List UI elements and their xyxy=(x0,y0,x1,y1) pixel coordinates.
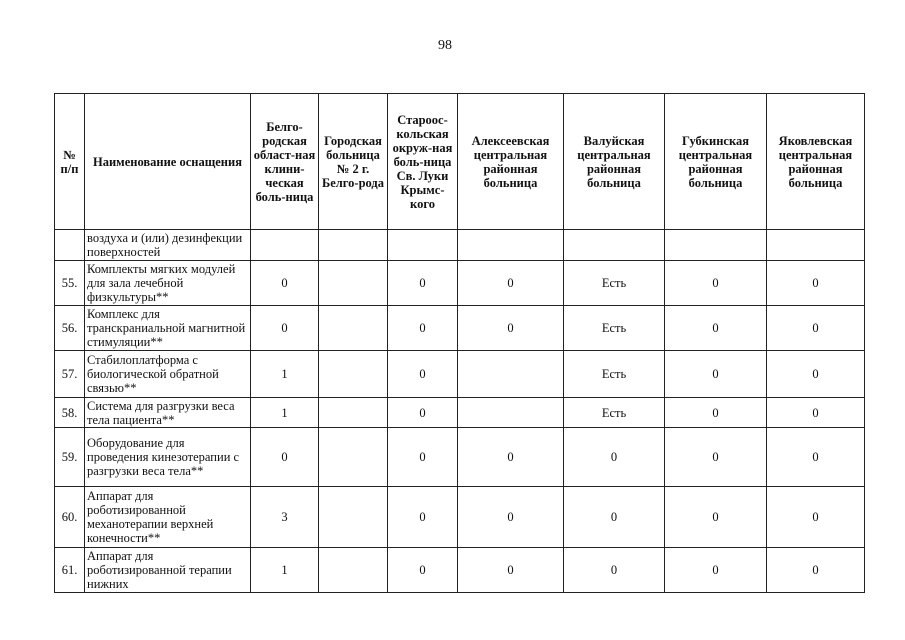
cell-c7: 0 xyxy=(767,351,865,398)
cell-c6: 0 xyxy=(665,487,767,548)
cell-c1 xyxy=(251,230,319,261)
cell-c4: 0 xyxy=(458,261,564,306)
row-name: воздуха и (или) дезинфекции поверхностей xyxy=(85,230,251,261)
table-row xyxy=(55,261,865,306)
cell-c2 xyxy=(319,230,388,261)
cell-c2 xyxy=(319,548,388,593)
table-row xyxy=(55,351,865,398)
cell-c7: 0 xyxy=(767,398,865,428)
table-row xyxy=(55,230,865,261)
cell-c7 xyxy=(767,230,865,261)
cell-c5 xyxy=(564,230,665,261)
cell-c6: 0 xyxy=(665,351,767,398)
header-gubkin: Губкинская центральная районная больница xyxy=(665,94,767,230)
cell-c7: 0 xyxy=(767,428,865,487)
cell-c5: Есть xyxy=(564,351,665,398)
table-row xyxy=(55,548,865,593)
cell-c3: 0 xyxy=(388,487,458,548)
page-number: 98 xyxy=(438,38,452,53)
row-name: Комплекс для транскраниальной магнитной стимуляции** xyxy=(85,306,251,351)
cell-c2 xyxy=(319,398,388,428)
header-yakovlevo: Яковлевская центральная районная больница xyxy=(767,94,865,230)
header-num: № п/п xyxy=(55,94,85,230)
header-name: Наименование оснащения xyxy=(85,94,251,230)
row-name: Аппарат для роботизированной механотерапии верхней конечности** xyxy=(85,487,251,548)
table-row xyxy=(55,306,865,351)
header-valuyki: Валуйская центральная районная больница xyxy=(564,94,665,230)
cell-c3: 0 xyxy=(388,398,458,428)
header-city-hospital-2: Городская больница № 2 г. Белго-рода xyxy=(319,94,388,230)
row-name: Стабилоплатформа с биологической обратной связью** xyxy=(85,351,251,398)
cell-c7: 0 xyxy=(767,548,865,593)
row-num: 59. xyxy=(55,428,85,487)
cell-c7: 0 xyxy=(767,487,865,548)
cell-c2 xyxy=(319,306,388,351)
row-num: 55. xyxy=(55,261,85,306)
cell-c3: 0 xyxy=(388,548,458,593)
cell-c3: 0 xyxy=(388,351,458,398)
row-name: Комплекты мягких модулей для зала лечебной физкультуры** xyxy=(85,261,251,306)
row-num: 58. xyxy=(55,398,85,428)
cell-c1: 1 xyxy=(251,351,319,398)
cell-c2 xyxy=(319,487,388,548)
row-num: 60. xyxy=(55,487,85,548)
header-stary-oskol: Староос-кольская окруж-ная боль-ница Св. Луки Крымс-кого xyxy=(388,94,458,230)
cell-c5: Есть xyxy=(564,306,665,351)
cell-c6: 0 xyxy=(665,428,767,487)
row-name: Аппарат для роботизированной терапии нижних xyxy=(85,548,251,593)
cell-c1: 1 xyxy=(251,398,319,428)
cell-c6: 0 xyxy=(665,306,767,351)
cell-c5: 0 xyxy=(564,487,665,548)
cell-c6: 0 xyxy=(665,548,767,593)
cell-c4 xyxy=(458,230,564,261)
cell-c3 xyxy=(388,230,458,261)
cell-c4 xyxy=(458,351,564,398)
equipment-table xyxy=(54,93,865,593)
cell-c5: Есть xyxy=(564,261,665,306)
cell-c1: 0 xyxy=(251,261,319,306)
cell-c2 xyxy=(319,428,388,487)
cell-c4 xyxy=(458,398,564,428)
header-belgorod-regional: Белго-родская област-ная клини-ческая боль-ница xyxy=(251,94,319,230)
row-num: 56. xyxy=(55,306,85,351)
cell-c4: 0 xyxy=(458,548,564,593)
row-num xyxy=(55,230,85,261)
header-alekseevka: Алексеевская центральная районная больница xyxy=(458,94,564,230)
table-row xyxy=(55,398,865,428)
cell-c2 xyxy=(319,261,388,306)
cell-c1: 3 xyxy=(251,487,319,548)
cell-c4: 0 xyxy=(458,428,564,487)
row-name: Система для разгрузки веса тела пациента** xyxy=(85,398,251,428)
cell-c6 xyxy=(665,230,767,261)
cell-c3: 0 xyxy=(388,261,458,306)
cell-c7: 0 xyxy=(767,306,865,351)
cell-c3: 0 xyxy=(388,306,458,351)
table-header-row xyxy=(55,94,865,230)
table-row xyxy=(55,487,865,548)
cell-c4: 0 xyxy=(458,487,564,548)
cell-c6: 0 xyxy=(665,398,767,428)
cell-c3: 0 xyxy=(388,428,458,487)
cell-c1: 0 xyxy=(251,428,319,487)
row-num: 61. xyxy=(55,548,85,593)
cell-c4: 0 xyxy=(458,306,564,351)
row-num: 57. xyxy=(55,351,85,398)
cell-c7: 0 xyxy=(767,261,865,306)
cell-c5: 0 xyxy=(564,548,665,593)
cell-c5: 0 xyxy=(564,428,665,487)
cell-c2 xyxy=(319,351,388,398)
row-name: Оборудование для проведения кинезотерапии с разгрузки веса тела** xyxy=(85,428,251,487)
cell-c6: 0 xyxy=(665,261,767,306)
cell-c1: 0 xyxy=(251,306,319,351)
table-row xyxy=(55,428,865,487)
cell-c5: Есть xyxy=(564,398,665,428)
cell-c1: 1 xyxy=(251,548,319,593)
